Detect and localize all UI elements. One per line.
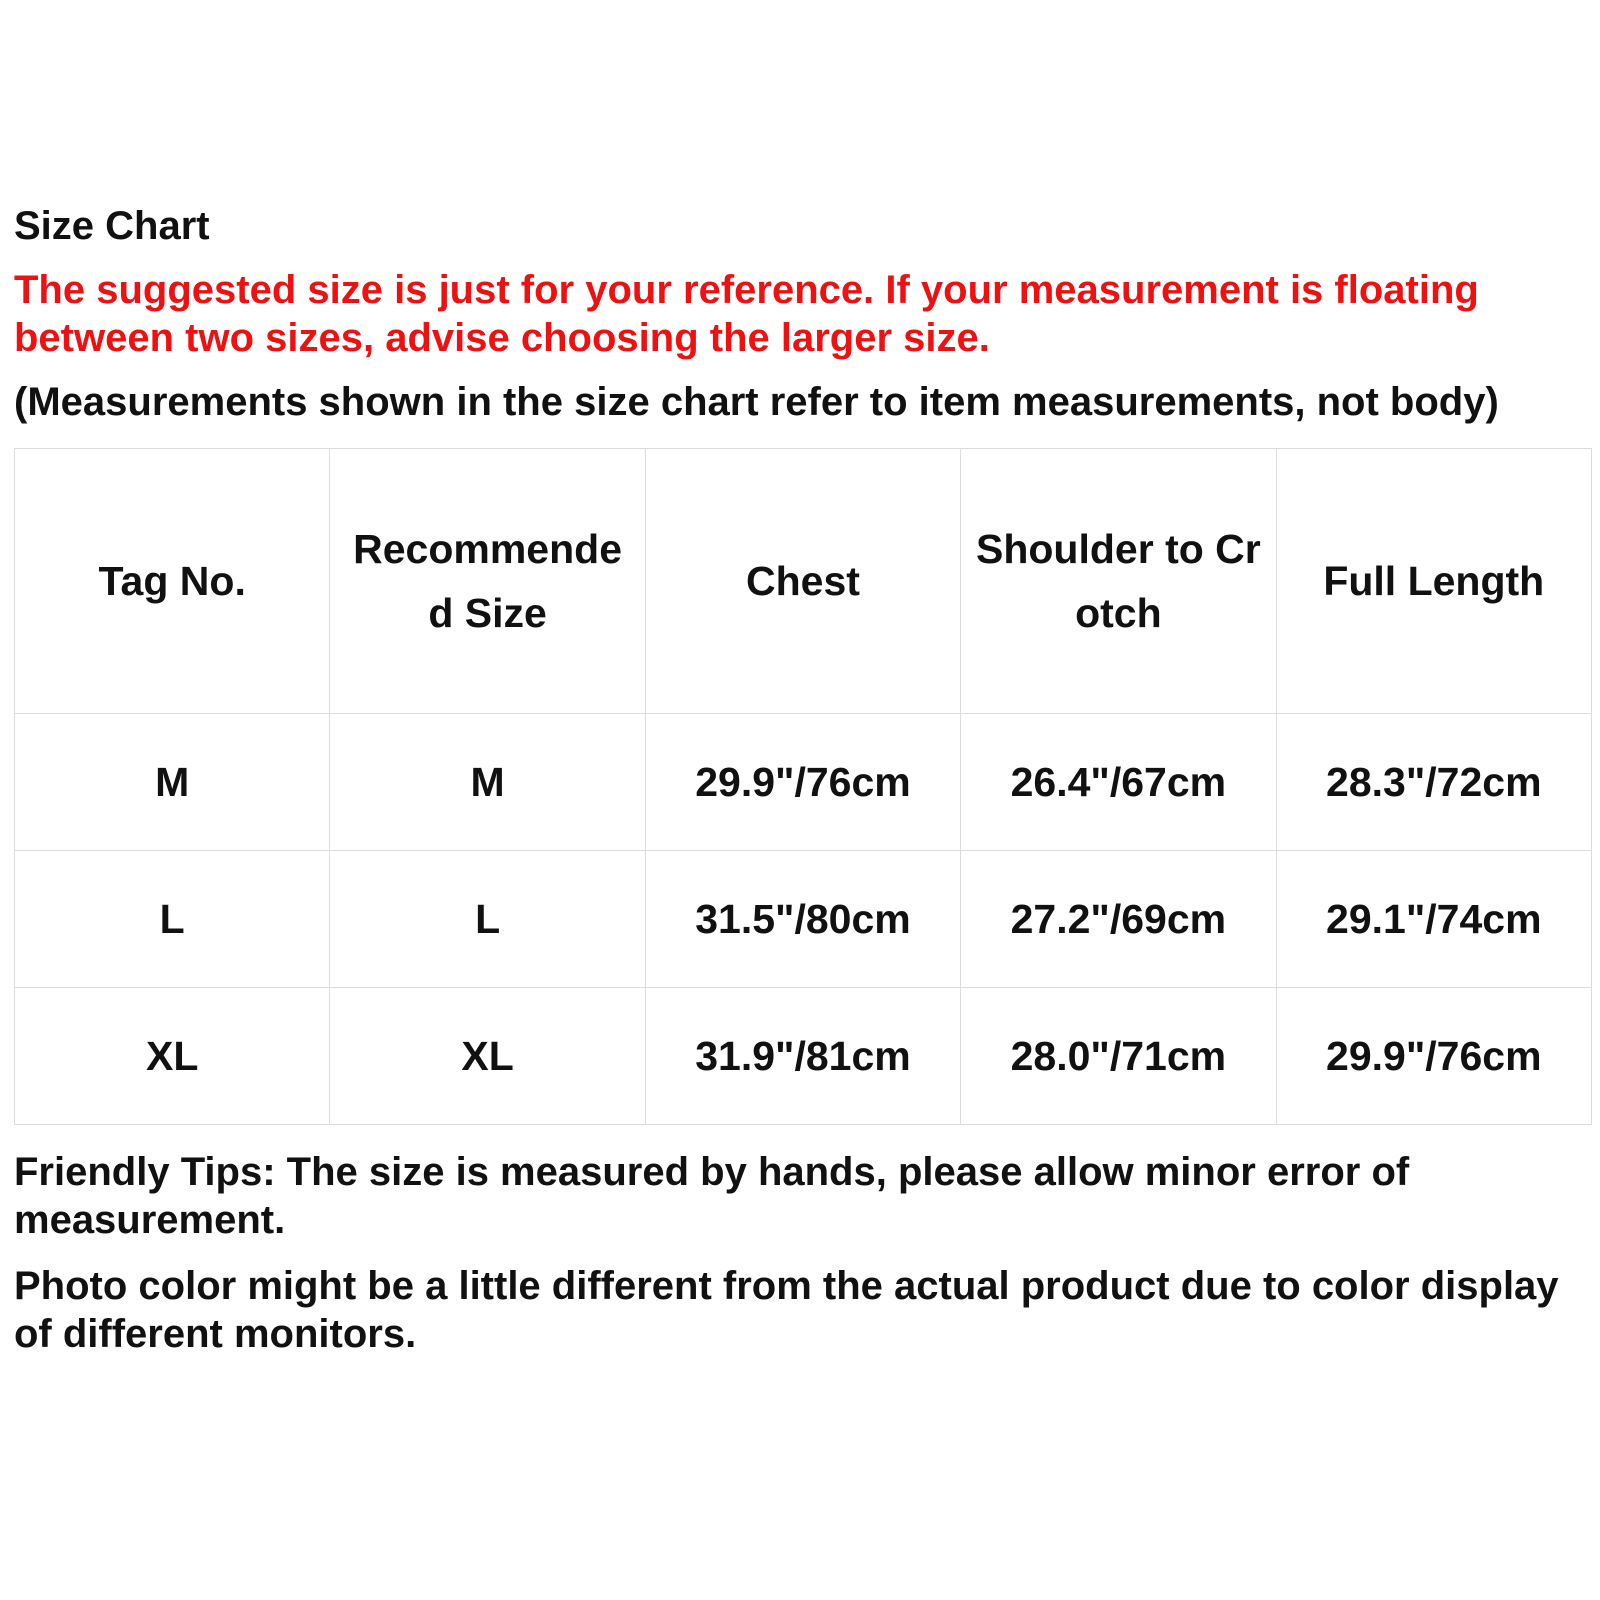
header-tag-no [15,449,330,714]
page-title: Size Chart [14,204,210,248]
header-recommended-size [330,449,645,714]
friendly-tips: Friendly Tips: The size is measured by hands, please allow minor error of measurement. [14,1150,1410,1242]
cell-chest: 29.9"/76cm [645,714,960,851]
header-full-length [1276,449,1591,714]
cell-recommended-size: L [330,851,645,988]
cell-tag-no: M [15,714,330,851]
cell-full-length: 29.9"/76cm [1276,988,1591,1125]
header-label: Shoulder to Cr [976,526,1261,572]
size-table [14,448,1592,1125]
cell-chest: 31.9"/81cm [645,988,960,1125]
cell-full-length: 28.3"/72cm [1276,714,1591,851]
cell-tag-no: L [15,851,330,988]
header-chest [645,449,960,714]
header-label: Recommende [353,526,623,572]
header-shoulder-to-crotch [961,449,1276,714]
header-row [15,449,1592,714]
table-row [15,988,1592,1125]
cell-chest: 31.5"/80cm [645,851,960,988]
table-row [15,851,1592,988]
header-label: Chest [746,558,860,604]
cell-tag-no: XL [15,988,330,1125]
cell-shoulder-to-crotch: 27.2"/69cm [961,851,1276,988]
header-label: Tag No. [98,558,246,604]
cell-recommended-size: M [330,714,645,851]
table-row [15,714,1592,851]
cell-recommended-size: XL [330,988,645,1125]
cell-shoulder-to-crotch: 26.4"/67cm [961,714,1276,851]
cell-full-length: 29.1"/74cm [1276,851,1591,988]
size-notice: The suggested size is just for your reference. If your measurement is floating between two sizes, advise choosing the larger size. [14,268,1479,360]
measurement-note: (Measurements shown in the size chart refer to item measurements, not body) [14,380,1499,424]
header-label: otch [1075,590,1162,636]
color-disclaimer: Photo color might be a little different from the actual product due to color display of different monitors. [14,1264,1559,1356]
cell-shoulder-to-crotch: 28.0"/71cm [961,988,1276,1125]
header-label: Full Length [1323,558,1545,604]
header-label: d Size [428,590,547,636]
